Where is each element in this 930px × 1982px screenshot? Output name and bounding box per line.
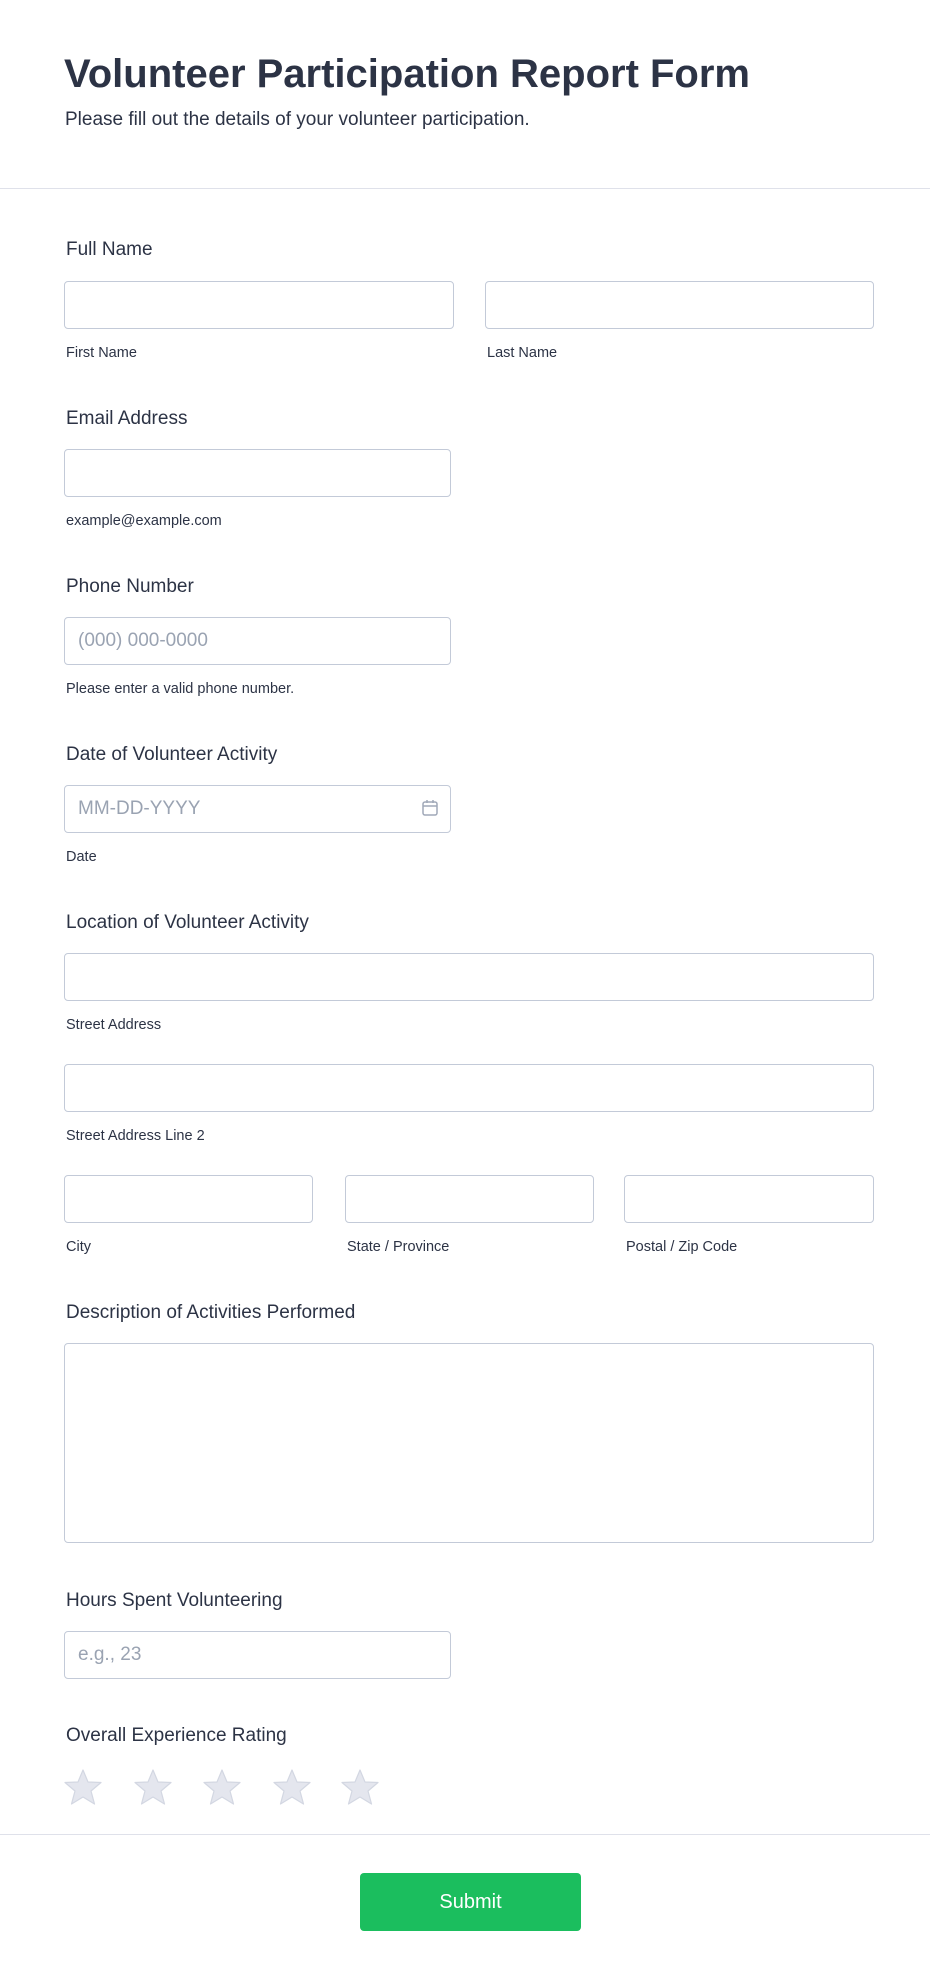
street-address-line2-input[interactable] [64,1064,874,1112]
footer-divider [0,1834,930,1835]
phone-input[interactable] [64,617,451,665]
zip-input[interactable] [624,1175,874,1223]
street-address-sublabel: Street Address [66,1017,162,1033]
full-name-label: Full Name [66,239,153,260]
star-icon[interactable] [63,1767,103,1807]
date-sublabel: Date [66,849,97,865]
last-name-input[interactable] [485,281,874,329]
state-input[interactable] [345,1175,594,1223]
city-sublabel: City [66,1239,91,1255]
star-icon[interactable] [340,1767,380,1807]
city-input[interactable] [64,1175,313,1223]
email-input[interactable] [64,449,451,497]
calendar-icon[interactable] [421,799,439,817]
form-subtitle: Please fill out the details of your volunteer participation. [65,109,530,130]
date-field [64,785,451,833]
hours-input[interactable] [64,1631,451,1679]
description-textarea[interactable] [64,1343,874,1543]
header-divider [0,188,930,189]
email-label: Email Address [66,408,188,429]
star-icon[interactable] [272,1767,312,1807]
first-name-sublabel: First Name [66,345,137,361]
date-label: Date of Volunteer Activity [66,744,278,765]
street-address-input[interactable] [64,953,874,1001]
email-sublabel: example@example.com [66,513,222,529]
last-name-sublabel: Last Name [487,345,558,361]
location-label: Location of Volunteer Activity [66,912,309,933]
first-name-input[interactable] [64,281,454,329]
zip-sublabel: Postal / Zip Code [626,1239,738,1255]
phone-sublabel: Please enter a valid phone number. [66,681,295,697]
form-title: Volunteer Participation Report Form [64,52,750,96]
rating-label: Overall Experience Rating [66,1725,287,1746]
street-address-line2-sublabel: Street Address Line 2 [66,1128,205,1144]
phone-label: Phone Number [66,576,194,597]
star-icon[interactable] [202,1767,242,1807]
star-icon[interactable] [133,1767,173,1807]
date-input[interactable] [64,785,451,833]
submit-button[interactable]: Submit [360,1873,581,1931]
state-sublabel: State / Province [347,1239,450,1255]
description-label: Description of Activities Performed [66,1302,356,1323]
hours-label: Hours Spent Volunteering [66,1590,283,1611]
